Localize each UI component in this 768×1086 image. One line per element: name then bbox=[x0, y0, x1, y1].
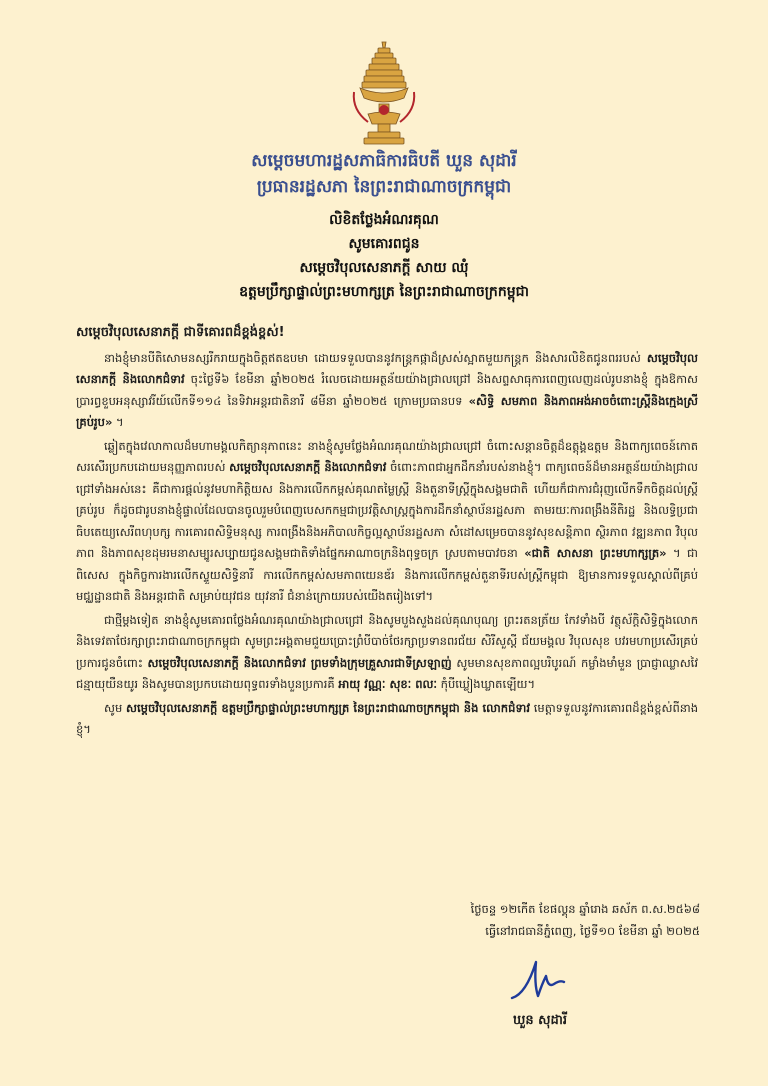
date-block bbox=[390, 898, 700, 942]
paragraph-2: ឆ្លៀតក្នុងវេលាកាលដ៏មហាមង្គលកិត្យានុភាពនេះ នាងខ្ញុំសូមថ្លែងអំណរគុណយ៉ាងជ្រាលជ្រៅ ចំពោះសន្ដានចិត្តដ៏ឧត្ដុង្គឧត្ដម និងពាក្យពេចន៍កោតសរសើរប្រកបដោយមនុញ្ញភាពរបស់ សម្ដេចវិបុលសេនាភក្ដី និងលោកជំទាវ ចំពោះភាពជាអ្នកដឹកនាំរបស់នាងខ្ញុំ។ ពាក្យពេចន៍ដ៏មានអត្ថន័យយ៉ាងជ្រាលជ្រៅទាំងអស់នេះ គឺជាការផ្ដល់នូវមហាកិត្តិយស និងការលើកកម្ពស់គុណតម្លៃស្ត្រី និងតួនាទីស្ត្រីក្នុងសង្គមជាតិ ហើយក៏ជាការជំរុញលើកទឹកចិត្តដល់ស្ត្រីគ្រប់រូប ក៏ដូចជារូបនាងខ្ញុំផ្ទាល់ដែលបានចូលរួមបំពេញបេសកកម្មជាប្រវត្តិសាស្ត្រក្នុងការដឹកនាំស្ថាប័នរដ្ឋសភា តាមរយៈការពង្រឹងនីតិរដ្ឋ និងលទ្ធិប្រជាធិបតេយ្យសេរីពហុបក្ស ការគោរពសិទ្ធិមនុស្ស ការពង្រឹងនិងអភិបាលកិច្ចល្អស្ថាប័នរដ្ឋសភា សំដៅសម្រេចបាននូវសុខសន្តិភាព ស្ថិរភាព វឌ្ឍនភាព វិបុលភាព និងភាពសុខដុមរមនាសម្បូរសប្បាយជូនសង្គមជាតិទាំងផ្នែកអាណាចក្រនិងពុទ្ធចក្រ ស្របតាមបាវចនា «ជាតិ សាសនា ព្រះមហាក្សត្រ» ។ ជាពិសេស ក្នុងកិច្ចការងារលើកស្ទួយសិទ្ធិនារី ការលើកកម្ពស់សមភាពយេនឌ័រ និងការលើកកម្ពស់តួនាទីរបស់ស្ត្រីកម្ពុជា ឱ្យមានការទទួលស្គាល់ពីគ្រប់មជ្ឈដ្ឋានជាតិ និងអន្ដរជាតិ សម្រាប់យុវជន យុវនារី ជំនាន់ក្រោយរបស់យើងតរៀងទៅ។ bbox=[76, 438, 698, 603]
letterhead bbox=[0, 148, 768, 200]
respect-line: សូមគោរពជូន bbox=[348, 236, 420, 252]
solar-date: ធ្វើនៅរាជធានីភ្នំពេញ, ថ្ងៃទី១០ ខែមីនា ឆ្នាំ ២០២៥ bbox=[485, 924, 700, 938]
royal-emblem-icon bbox=[348, 40, 420, 146]
sender-name: សម្ដេចមហារដ្ឋសភាធិការធិបតី ឃួន សុដារី bbox=[251, 151, 517, 171]
paragraph-3: ជាថ្មីម្ដងទៀត នាងខ្ញុំសូមគោរពថ្លែងអំណរគុណយ៉ាងជ្រាលជ្រៅ និងសូមបួងសួងដល់គុណបុណ្យ ព្រះរតនត្រ័យ កែវទាំងបី វត្ថុស័ក្តិសិទ្ធិក្នុងលោក និងទេវតាថែរក្សាព្រះរាជាណាចក្រកម្ពុជា សូមព្រះអង្គតាមជួយប្រោះព្រំបីបាច់ថែរក្សាប្រទានពរជ័យ សិរីសួស្ដី ជ័យមង្គល វិបុលសុខ បវរមហាប្រសើរគ្រប់ប្រការជូនចំពោះ សម្ដេចវិបុលសេនាភក្ដី និងលោកជំទាវ ព្រមទាំងក្រុមគ្រួសារជាទីស្រឡាញ់ សូមមានសុខភាពល្អបរិបូរណ៍ កម្លាំងមាំមួន ប្រាជ្ញាឈ្លាសវៃ ជន្មាយុយឺនយូរ និងសូមបានប្រកបដោយពុទ្ធពរទាំងបួនប្រការគឺ អាយុ វណ្ណៈ សុខៈ ពលៈ កុំបីឃ្លៀងឃ្លាតឡើយ។ bbox=[76, 612, 698, 691]
letter-body bbox=[76, 322, 698, 743]
paragraph-1: នាងខ្ញុំមានបីតិសោមនស្សរីករាយក្នុងចិត្តឥតឧបមា ដោយទទួលបាននូវកន្ត្រកផ្កាដ៏ស្រស់ស្អាតមួយកន្ត្រក និងសារលិខិតជូនពររបស់ សម្ដេចវិបុលសេនាភក្ដី និងលោកជំទាវ ចុះថ្ងៃទី៦ ខែមីនា ឆ្នាំ២០២៥ រំលេចដោយអត្ថន័យយ៉ាងជ្រាលជ្រៅ និងសព្ទសាធុការពេញលេញដល់រូបនាងខ្ញុំ ក្នុងឱកាសប្រារព្ធខួបអនុស្សាវរីយ៍លើកទី១១៤ នៃទិវាអន្ដរជាតិនារី ៨មីនា ឆ្នាំ២០២៥ ក្រោមប្រធានបទ «សិទ្ធិ សមភាព និងភាពអង់អាចចំពោះស្ត្រីនិងក្មេងស្រីគ្រប់រូប» ។ bbox=[76, 350, 698, 429]
signature-icon bbox=[508, 954, 568, 1008]
sender-title: ប្រធានរដ្ឋសភា នៃព្រះរាជាណាចក្រកម្ពុជា bbox=[256, 177, 512, 197]
recipient-title: ឧត្ដមប្រឹក្សាផ្ទាល់ព្រះមហាក្សត្រ នៃព្រះរាជាណាចក្រកម្ពុជា bbox=[239, 284, 529, 300]
lunar-date: ថ្ងៃចន្ទ ១២កើត ខែផល្គុន ឆ្នាំរោង ឆស័ក ព.ស.២៥៦៨ bbox=[470, 902, 700, 916]
recipient-name: សម្ដេចវិបុលសេនាភក្ដី សាយ ឈុំ bbox=[299, 260, 469, 276]
letter-type: លិខិតថ្លែងអំណរគុណ bbox=[329, 212, 439, 228]
signer-name: ឃួន សុដារី bbox=[512, 1013, 568, 1028]
paragraph-4: សូម សម្ដេចវិបុលសេនាភក្ដី ឧត្ដមប្រឹក្សាផ្ទាល់ព្រះមហាក្សត្រ នៃព្រះរាជាណាចក្រកម្ពុជា និង លោកជំទាវ មេត្តាទទួលនូវការគោរពដ៏ខ្ពង់ខ្ពស់ពីនាងខ្ញុំ។ bbox=[76, 700, 698, 736]
letter-heading bbox=[0, 208, 768, 304]
salutation: សម្ដេចវិបុលសេនាភក្ដី ជាទីគោរពដ៏ខ្ពង់ខ្ពស់! bbox=[76, 325, 285, 340]
